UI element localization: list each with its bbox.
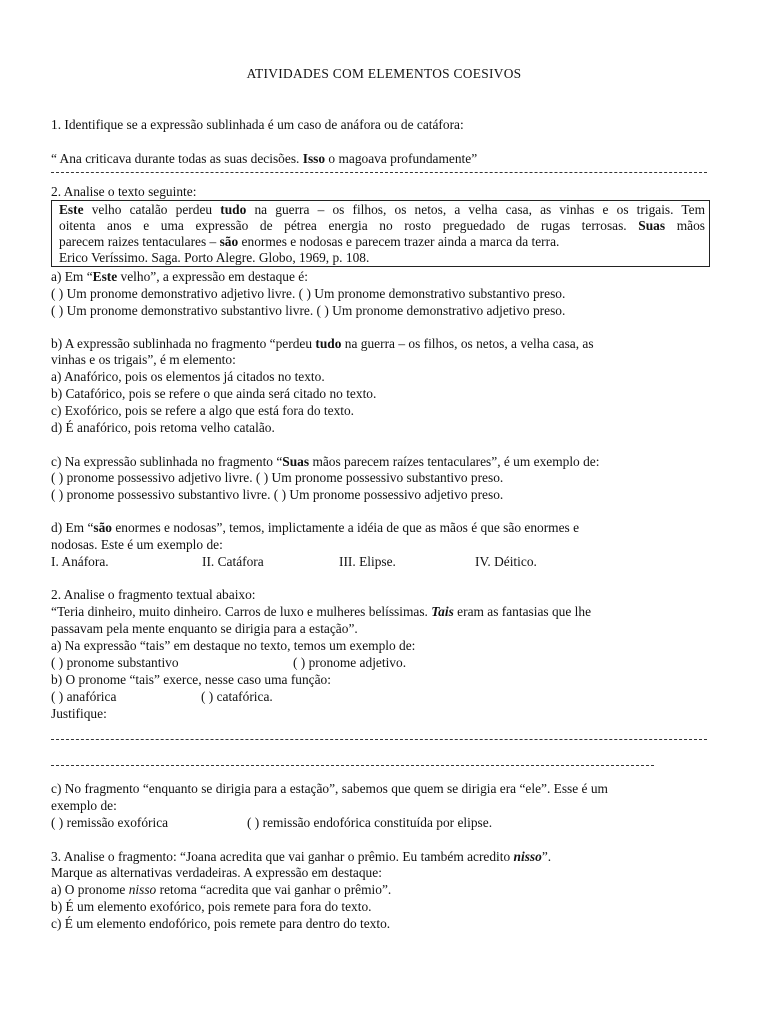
q2b-option-b: b) Catafórico, pois se refere o que ainda será citado no texto.	[51, 386, 377, 401]
q2b-question-line-1: b) A expressão sublinhada no fragmento “perdeu tudo na guerra – os filhos, os netos, a velha casa, as	[51, 336, 594, 351]
q3-quote-line-1: “Teria dinheiro, muito dinheiro. Carros de luxo e mulheres belíssimas. Tais eram as fantasias que lhe	[51, 604, 592, 619]
q3c-option-2: ( ) remissão endofórica constituída por elipse.	[247, 815, 493, 830]
q4-option-b: b) É um elemento exofórico, pois remete para fora do texto.	[51, 899, 372, 914]
q2a-question: a) Em “Este velho”, a expressão em destaque é:	[51, 269, 308, 284]
page-title: ATIVIDADES COM ELEMENTOS COESIVOS	[246, 66, 522, 81]
q3-justify-label: Justifique:	[51, 706, 107, 721]
q2-prompt: 2. Analise o texto seguinte:	[51, 184, 197, 199]
q3c-question-line-1: c) No fragmento “enquanto se dirigia para a estação”, sabemos que quem se dirigia era “ele”. Esse é um	[51, 781, 608, 796]
q3b-question: b) O pronome “tais” exerce, nesse caso uma função:	[51, 672, 331, 687]
q2d-question-line-2: nodosas. Este é um exemplo de:	[51, 537, 223, 552]
q1-prompt: 1. Identifique se a expressão sublinhada é um caso de anáfora ou de catáfora:	[51, 117, 464, 132]
text-box-line-2: oitenta anos e uma expressão de pétrea energia no rosto preguedado de rugas terrosas. Suas mãos	[59, 218, 705, 233]
q2c-options-row-1: ( ) pronome possessivo adjetivo livre. ( ) Um pronome possessivo substantivo preso.	[51, 470, 504, 485]
text-box-line-3: parecem raizes tentaculares – são enormes e nodosas e parecem trazer ainda a marca da terra.	[59, 234, 560, 249]
q2b-option-a: a) Anafórico, pois os elementos já citados no texto.	[51, 369, 325, 384]
q2d-option-4: IV. Déitico.	[475, 554, 537, 569]
q3b-option-2: ( ) catafórica.	[201, 689, 273, 704]
q4-option-a: a) O pronome nisso retoma “acredita que vai ganhar o prêmio”.	[51, 882, 392, 897]
q2d-option-1: I. Anáfora.	[51, 554, 109, 569]
q2a-options-row-2: ( ) Um pronome demonstrativo substantivo livre. ( ) Um pronome demonstrativo adjetivo preso.	[51, 303, 566, 318]
q4-prompt: 3. Analise o fragmento: “Joana acredita que vai ganhar o prêmio. Eu também acredito nisso”.	[51, 849, 552, 864]
q2c-question: c) Na expressão sublinhada no fragmento “Suas mãos parecem raízes tentaculares”, é um exemplo de:	[51, 454, 600, 469]
q4-instruction: Marque as alternativas verdadeiras. A expressão em destaque:	[51, 865, 382, 880]
q2b-option-d: d) É anafórico, pois retoma velho catalão.	[51, 420, 275, 435]
q2d-option-2: II. Catáfora	[202, 554, 264, 569]
text-box-source: Erico Veríssimo. Saga. Porto Alegre. Globo, 1969, p. 108.	[59, 250, 370, 265]
q2b-option-c: c) Exofórico, pois se refere a algo que está fora do texto.	[51, 403, 355, 418]
q3a-question: a) Na expressão “tais” em destaque no texto, temos um exemplo de:	[51, 638, 416, 653]
q2a-options-row-1: ( ) Um pronome demonstrativo adjetivo livre. ( ) Um pronome demonstrativo substantivo preso.	[51, 286, 566, 301]
separator-line	[51, 172, 707, 173]
q3b-option-1: ( ) anafórica	[51, 689, 117, 704]
text-box-line-1: Este velho catalão perdeu tudo na guerra – os filhos, os netos, a velha casa, as vinhas e os trigais. Tem	[59, 202, 706, 217]
q2b-question-line-2: vinhas e os trigais”, é m elemento:	[51, 352, 236, 367]
q1-quote: “ Ana criticava durante todas as suas decisões. Isso o magoava profundamente”	[51, 151, 478, 166]
q2c-options-row-2: ( ) pronome possessivo substantivo livre. ( ) Um pronome possessivo adjetivo preso.	[51, 487, 504, 502]
answer-line-1	[51, 739, 707, 740]
q3a-option-2: ( ) pronome adjetivo.	[293, 655, 407, 670]
q3-prompt: 2. Analise o fragmento textual abaixo:	[51, 587, 256, 602]
q3c-question-line-2: exemplo de:	[51, 798, 117, 813]
answer-line-2	[51, 765, 654, 766]
q3-quote-line-2: passavam pela mente enquanto se dirigia para a estação”.	[51, 621, 358, 636]
q2d-option-3: III. Elipse.	[339, 554, 396, 569]
q3a-option-1: ( ) pronome substantivo	[51, 655, 179, 670]
q3c-option-1: ( ) remissão exofórica	[51, 815, 169, 830]
q4-option-c: c) É um elemento endofórico, pois remete para dentro do texto.	[51, 916, 391, 931]
q2d-question-line-1: d) Em “são enormes e nodosas”, temos, implictamente a idéia de que as mãos é que são enormes e	[51, 520, 580, 535]
